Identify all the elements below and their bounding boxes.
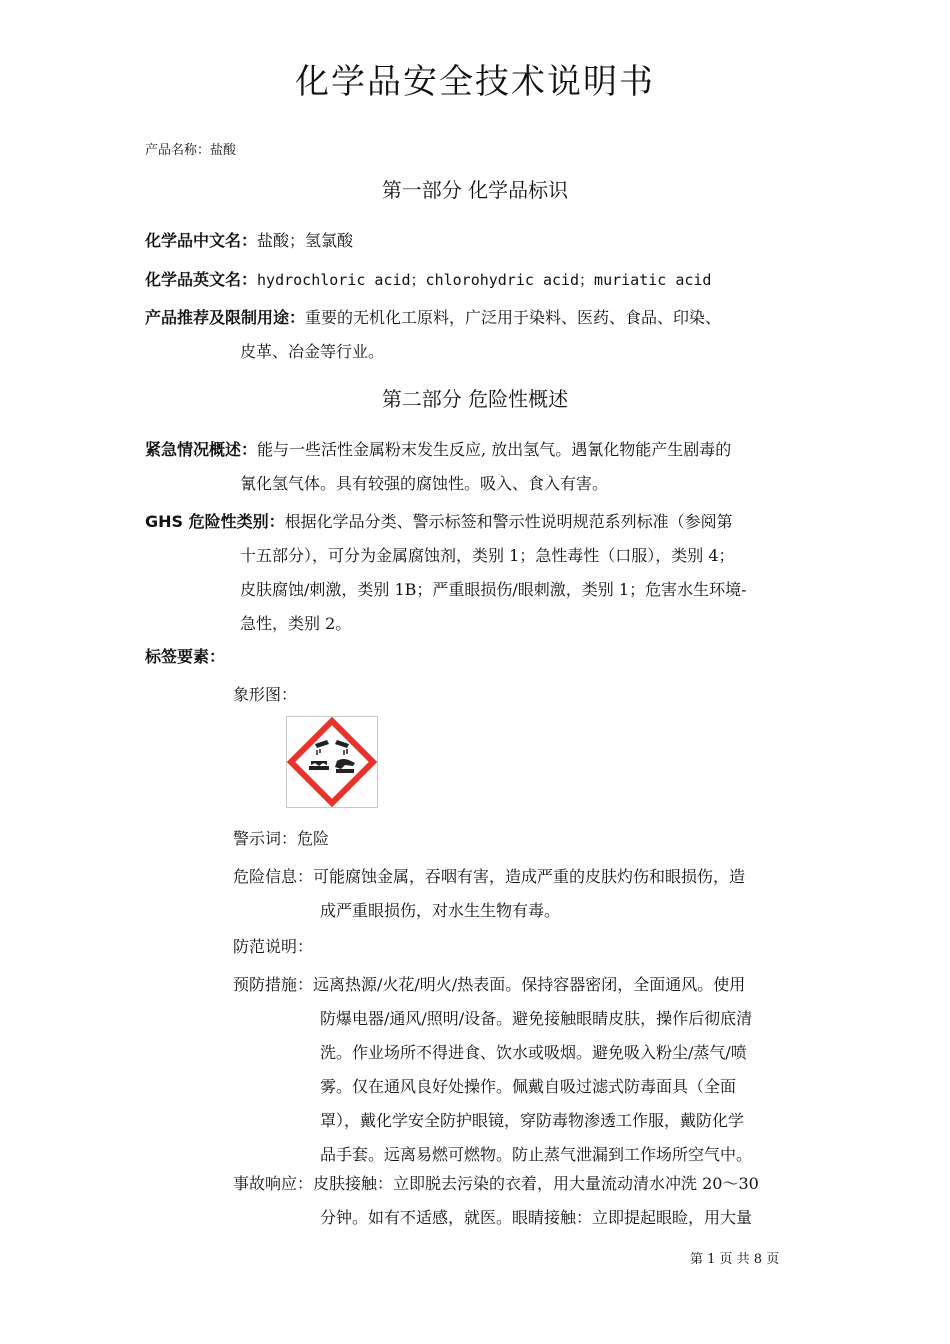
ghs-label: GHS 危险性类别： <box>145 512 285 531</box>
response-block <box>233 1167 759 1235</box>
en-name-label: 化学品英文名： <box>145 270 258 289</box>
hazard-info-line: 可能腐蚀金属，吞咽有害，造成严重的皮肤灼伤和眼损伤，造 <box>313 867 746 886</box>
prevention-line: 品手套。远离易燃可燃物。防止蒸气泄漏到工作场所空气中。 <box>320 1145 753 1164</box>
hazard-info-block <box>233 860 745 928</box>
usage-line: 皮革、冶金等行业。 <box>240 342 385 361</box>
ghs-line: 皮肤腐蚀/刺激，类别 1B；严重眼损伤/眼刺激，类别 1；危害水生环境- <box>240 580 747 599</box>
prevention-line: 洗。作业场所不得进食、饮水或吸烟。避免吸入粉尘/蒸气/喷 <box>320 1043 747 1062</box>
ghs-line: 十五部分），可分为金属腐蚀剂，类别 1；急性毒性（口服），类别 4； <box>240 546 735 565</box>
prevention-line: 雾。仅在通风良好处操作。佩戴自吸过滤式防毒面具（全面 <box>320 1077 737 1096</box>
hazard-info-line: 成严重眼损伤，对水生生物有毒。 <box>320 901 561 920</box>
emergency-line: 能与一些活性金属粉末发生反应, 放出氢气。遇氰化物能产生剧毒的 <box>257 440 732 459</box>
section-heading-2: 第二部分 危险性概述 <box>381 387 569 411</box>
emergency-block <box>145 433 731 501</box>
ghs-block <box>145 505 746 641</box>
page-title: 化学品安全技术说明书 <box>295 62 655 102</box>
section-heading-1: 第一部分 化学品标识 <box>381 178 569 202</box>
prevention-block <box>233 968 752 1172</box>
product-name: 产品名称：盐酸 <box>145 143 237 158</box>
page-footer: 第 1 页 共 8 页 <box>690 1252 780 1267</box>
cn-name-value: 盐酸；氢氯酸 <box>257 231 354 250</box>
ghs-line: 根据化学品分类、警示标签和警示性说明规范系列标准（参阅第 <box>284 512 733 531</box>
signal-word: 警示词：危险 <box>233 829 330 848</box>
response-label: 事故响应： <box>233 1174 314 1193</box>
en-name-value: hydrochloric acid；chlorohydric acid；muriatic acid <box>257 271 712 289</box>
ghs-line: 急性，类别 2。 <box>240 614 352 633</box>
prevention-line: 罩），戴化学安全防护眼镜，穿防毒物渗透工作服，戴防化学 <box>320 1111 745 1130</box>
hazard-info-label: 危险信息： <box>233 867 314 886</box>
prevention-line: 防爆电器/通风/照明/设备。避免接触眼睛皮肤，操作后彻底清 <box>320 1009 753 1028</box>
corrosion-icon <box>286 716 378 808</box>
cn-name-row <box>145 224 353 258</box>
usage-label: 产品推荐及限制用途： <box>145 308 306 327</box>
precaution-label: 防范说明： <box>233 937 314 956</box>
prevention-line: 远离热源/火花/明火/热表面。保持容器密闭，全面通风。使用 <box>313 975 746 994</box>
response-line: 分钟。如有不适感，就医。眼睛接触：立即提起眼睑，用大量 <box>320 1208 753 1227</box>
en-name-row <box>145 263 711 297</box>
response-line: 皮肤接触：立即脱去污染的衣着，用大量流动清水冲洗 20～30 <box>313 1174 759 1193</box>
pictogram-label: 象形图： <box>233 685 298 704</box>
usage-line: 重要的无机化工原料，广泛用于染料、医药、食品、印染、 <box>305 308 722 327</box>
label-elements-heading: 标签要素： <box>145 647 226 666</box>
emergency-line: 氰化氢气体。具有较强的腐蚀性。吸入、食入有害。 <box>240 474 609 493</box>
usage-block <box>145 301 721 369</box>
cn-name-label: 化学品中文名： <box>145 231 258 250</box>
prevention-label: 预防措施： <box>233 975 314 994</box>
emergency-label: 紧急情况概述： <box>145 440 258 459</box>
